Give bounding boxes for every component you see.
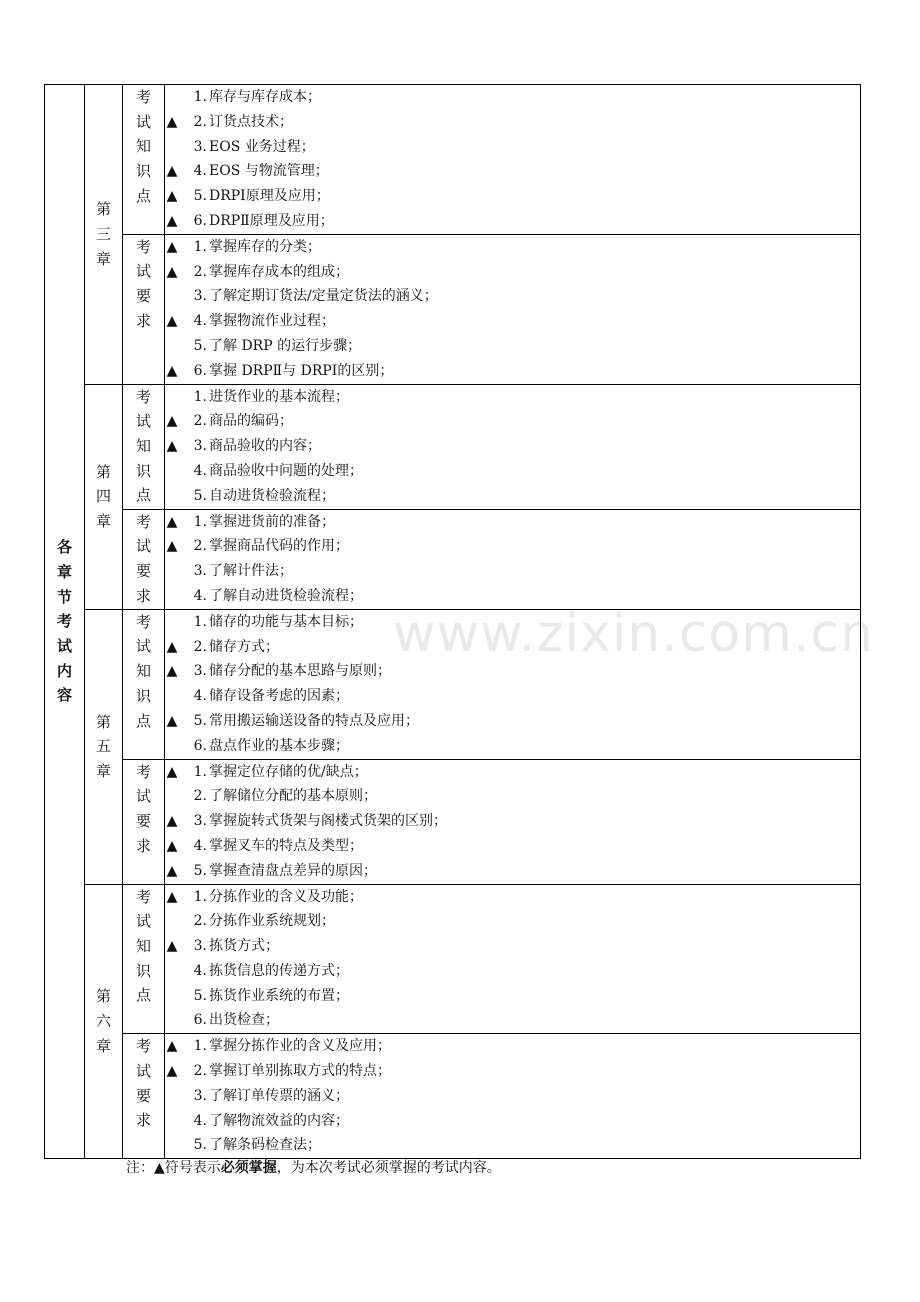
must-master-mark: ▲ bbox=[166, 938, 178, 955]
must-master-mark: ▲ bbox=[166, 313, 178, 330]
item-text: 拣货方式； bbox=[209, 938, 279, 955]
group-items-cell bbox=[165, 85, 861, 235]
item-number: 5. bbox=[193, 188, 207, 205]
group-label-char: 试 bbox=[135, 1061, 151, 1080]
chapter-label-char: 章 bbox=[95, 761, 111, 780]
list-item bbox=[165, 934, 860, 959]
item-text: 分拣作业的含义及功能； bbox=[209, 888, 363, 905]
chapter-label-cell bbox=[85, 85, 123, 385]
must-master-mark: ▲ bbox=[166, 163, 178, 180]
list-item bbox=[165, 1059, 860, 1084]
item-text: 掌握订单别拣取方式的特点； bbox=[209, 1063, 391, 1080]
group-label-char: 试 bbox=[135, 537, 151, 556]
group-label-char: 要 bbox=[135, 1086, 151, 1105]
item-number: 2. bbox=[193, 538, 207, 555]
item-text: 了解计件法； bbox=[209, 563, 293, 580]
group-label-char: 试 bbox=[135, 412, 151, 431]
section-title-char: 各 bbox=[56, 538, 72, 557]
footnote bbox=[126, 1156, 501, 1180]
list-item bbox=[165, 1008, 860, 1033]
group-label-cell bbox=[123, 509, 165, 609]
table-row bbox=[45, 759, 861, 884]
item-number: 4. bbox=[193, 962, 207, 979]
group-items-cell bbox=[165, 884, 861, 1034]
item-text: 了解定期订货法/定量定货法的涵义； bbox=[209, 288, 438, 305]
group-label-cell bbox=[123, 85, 165, 235]
item-text: 储存分配的基本思路与原则； bbox=[209, 663, 391, 680]
group-items-cell bbox=[165, 234, 861, 384]
item-number: 2. bbox=[193, 638, 207, 655]
group-label-char: 知 bbox=[135, 436, 151, 455]
list-item bbox=[165, 834, 860, 859]
item-number: 4. bbox=[193, 587, 207, 604]
item-text: 储存的功能与基本目标； bbox=[209, 613, 363, 630]
chapter-label-cell bbox=[85, 884, 123, 1159]
list-item bbox=[165, 209, 860, 234]
group-items-cell bbox=[165, 384, 861, 509]
list-item bbox=[165, 1109, 860, 1134]
list-item bbox=[165, 984, 860, 1009]
item-number: 5. bbox=[193, 712, 207, 729]
section-title-char: 节 bbox=[56, 587, 72, 606]
list-item bbox=[165, 284, 860, 309]
item-number: 3. bbox=[193, 813, 207, 830]
item-text: 掌握库存的分类； bbox=[209, 238, 321, 255]
chapter-label-char: 三 bbox=[95, 224, 111, 243]
must-master-mark: ▲ bbox=[166, 1063, 178, 1080]
item-text: 了解 DRP 的运行步骤； bbox=[209, 337, 362, 354]
list-item bbox=[165, 784, 860, 809]
item-text: 拣货作业系统的布置； bbox=[209, 987, 349, 1004]
table-row bbox=[45, 1034, 861, 1159]
group-label-char: 试 bbox=[135, 112, 151, 131]
item-number: 3. bbox=[193, 563, 207, 580]
table-row bbox=[45, 384, 861, 509]
must-master-mark: ▲ bbox=[166, 188, 178, 205]
list-item bbox=[165, 734, 860, 759]
item-text: 商品验收的内容； bbox=[209, 438, 321, 455]
item-number: 3. bbox=[193, 138, 207, 155]
item-text: EOS 业务过程； bbox=[209, 138, 315, 155]
item-number: 1. bbox=[193, 1038, 207, 1055]
group-label-char: 识 bbox=[135, 686, 151, 705]
group-items-cell bbox=[165, 509, 861, 609]
list-item bbox=[165, 709, 860, 734]
must-master-mark: ▲ bbox=[166, 663, 178, 680]
item-text: DRPⅠ原理及应用； bbox=[209, 188, 330, 205]
chapter-label-char: 第 bbox=[95, 200, 111, 219]
list-item bbox=[165, 110, 860, 135]
group-label-char: 知 bbox=[135, 137, 151, 156]
item-number: 2. bbox=[193, 788, 207, 805]
group-label-char: 考 bbox=[135, 88, 151, 106]
watermark: www.zixin.com.cn bbox=[393, 604, 874, 664]
item-text: 掌握旋转式货架与阁楼式货架的区别； bbox=[209, 813, 447, 830]
must-master-mark: ▲ bbox=[166, 238, 178, 255]
group-label-char: 考 bbox=[135, 762, 151, 781]
item-number: 4. bbox=[193, 163, 207, 180]
section-title-char: 内 bbox=[56, 661, 72, 680]
list-item bbox=[165, 385, 860, 410]
item-number: 2. bbox=[193, 113, 207, 130]
item-number: 5. bbox=[193, 1137, 207, 1154]
group-label-char: 考 bbox=[135, 237, 151, 256]
item-text: 掌握库存成本的组成； bbox=[209, 263, 349, 280]
list-item bbox=[165, 484, 860, 509]
item-number: 1. bbox=[193, 888, 207, 905]
group-label-cell bbox=[123, 884, 165, 1034]
item-number: 1. bbox=[193, 613, 207, 630]
group-label-char: 点 bbox=[135, 486, 151, 505]
list-item bbox=[165, 959, 860, 984]
item-text: 拣货信息的传递方式； bbox=[209, 962, 349, 979]
item-number: 1. bbox=[193, 238, 207, 255]
list-item bbox=[165, 659, 860, 684]
item-text: 商品验收中问题的处理； bbox=[209, 462, 363, 479]
item-number: 4. bbox=[193, 688, 207, 705]
item-number: 2. bbox=[193, 263, 207, 280]
list-item bbox=[165, 334, 860, 359]
table-row bbox=[45, 509, 861, 609]
chapter-label-char: 第 bbox=[95, 712, 111, 731]
item-number: 1. bbox=[193, 513, 207, 530]
item-text: 掌握分拣作业的含义及应用； bbox=[209, 1038, 391, 1055]
group-label-char: 考 bbox=[135, 612, 151, 631]
list-item bbox=[165, 135, 860, 160]
item-number: 6. bbox=[193, 737, 207, 754]
chapter-label-char: 六 bbox=[95, 1012, 111, 1031]
item-number: 3. bbox=[193, 288, 207, 305]
group-label-char: 试 bbox=[135, 262, 151, 281]
chapter-label-char: 第 bbox=[95, 462, 111, 481]
item-number: 6. bbox=[193, 362, 207, 379]
group-label-char: 点 bbox=[135, 186, 151, 205]
group-items-cell bbox=[165, 1034, 861, 1159]
item-number: 3. bbox=[193, 938, 207, 955]
item-text: 掌握叉车的特点及类型； bbox=[209, 837, 363, 854]
item-number: 3. bbox=[193, 438, 207, 455]
group-label-char: 知 bbox=[135, 936, 151, 955]
item-text: 自动进货检验流程； bbox=[209, 487, 335, 504]
item-number: 1. bbox=[193, 763, 207, 780]
group-label-char: 点 bbox=[135, 711, 151, 730]
item-number: 6. bbox=[193, 1012, 207, 1029]
item-number: 5. bbox=[193, 337, 207, 354]
group-label-char: 识 bbox=[135, 461, 151, 480]
chapter-label-char: 第 bbox=[95, 987, 111, 1006]
chapter-label-char: 章 bbox=[95, 249, 111, 268]
chapter-label-cell bbox=[85, 609, 123, 884]
must-master-mark: ▲ bbox=[166, 362, 178, 379]
item-text: 掌握查清盘点差异的原因； bbox=[209, 862, 377, 879]
item-text: 分拣作业系统规划； bbox=[209, 913, 335, 930]
item-text: 库存与库存成本； bbox=[209, 89, 321, 105]
must-master-mark: ▲ bbox=[166, 638, 178, 655]
list-item bbox=[165, 510, 860, 535]
group-label-char: 求 bbox=[135, 311, 151, 330]
group-label-char: 要 bbox=[135, 287, 151, 306]
item-text: 了解自动进货检验流程； bbox=[209, 587, 363, 604]
chapter-label-char: 四 bbox=[95, 487, 111, 506]
must-master-mark: ▲ bbox=[166, 813, 178, 830]
list-item bbox=[165, 1084, 860, 1109]
must-master-mark: ▲ bbox=[166, 113, 178, 130]
must-master-mark: ▲ bbox=[166, 712, 178, 729]
exam-content-table bbox=[44, 84, 861, 1159]
chapter-label-cell bbox=[85, 384, 123, 609]
item-number: 1. bbox=[193, 89, 207, 105]
group-label-char: 考 bbox=[135, 387, 151, 406]
group-label-char: 试 bbox=[135, 637, 151, 656]
item-number: 4. bbox=[193, 1112, 207, 1129]
group-label-char: 试 bbox=[135, 787, 151, 806]
item-number: 4. bbox=[193, 462, 207, 479]
group-label-char: 求 bbox=[135, 1111, 151, 1130]
group-label-char: 考 bbox=[135, 1037, 151, 1056]
item-number: 4. bbox=[193, 837, 207, 854]
group-label-cell bbox=[123, 234, 165, 384]
group-label-char: 要 bbox=[135, 561, 151, 580]
list-item bbox=[165, 760, 860, 785]
item-number: 1. bbox=[193, 388, 207, 405]
item-text: 进货作业的基本流程； bbox=[209, 388, 349, 405]
item-text: 掌握定位存储的优/缺点； bbox=[209, 763, 368, 780]
group-label-char: 要 bbox=[135, 811, 151, 830]
item-number: 5. bbox=[193, 487, 207, 504]
must-master-mark: ▲ bbox=[166, 212, 178, 229]
item-number: 5. bbox=[193, 862, 207, 879]
group-label-char: 考 bbox=[135, 512, 151, 531]
item-text: 掌握物流作业过程； bbox=[209, 313, 335, 330]
table-row bbox=[45, 884, 861, 1034]
chapter-label-char: 五 bbox=[95, 737, 111, 756]
must-master-mark: ▲ bbox=[166, 513, 178, 530]
list-item bbox=[165, 459, 860, 484]
group-label-char: 识 bbox=[135, 961, 151, 980]
must-master-mark: ▲ bbox=[166, 837, 178, 854]
table-row bbox=[45, 234, 861, 384]
group-items-cell bbox=[165, 609, 861, 759]
group-label-char: 知 bbox=[135, 662, 151, 681]
list-item bbox=[165, 684, 860, 709]
group-label-char: 试 bbox=[135, 912, 151, 931]
group-label-char: 求 bbox=[135, 586, 151, 605]
group-label-cell bbox=[123, 384, 165, 509]
list-item bbox=[165, 809, 860, 834]
item-text: 了解物流效益的内容； bbox=[209, 1112, 349, 1129]
item-text: EOS 与物流管理； bbox=[209, 163, 329, 180]
must-master-mark: ▲ bbox=[166, 263, 178, 280]
section-title-char: 章 bbox=[56, 562, 72, 581]
item-text: DRPⅡ原理及应用； bbox=[209, 212, 334, 229]
item-number: 2. bbox=[193, 413, 207, 430]
list-item bbox=[165, 359, 860, 384]
list-item bbox=[165, 434, 860, 459]
footnote-suffix: ，为本次考试必须掌握的考试内容。 bbox=[276, 1160, 501, 1176]
group-label-cell bbox=[123, 1034, 165, 1159]
must-master-mark: ▲ bbox=[166, 1038, 178, 1055]
list-item bbox=[165, 409, 860, 434]
group-label-cell bbox=[123, 759, 165, 884]
group-label-char: 点 bbox=[135, 986, 151, 1005]
item-number: 4. bbox=[193, 313, 207, 330]
list-item bbox=[165, 584, 860, 609]
list-item bbox=[165, 1034, 860, 1059]
item-number: 5. bbox=[193, 987, 207, 1004]
group-label-cell bbox=[123, 609, 165, 759]
item-text: 出货检查； bbox=[209, 1012, 279, 1029]
list-item bbox=[165, 885, 860, 910]
item-text: 掌握 DRPⅡ与 DRPⅠ的区别； bbox=[209, 362, 394, 379]
must-master-mark: ▲ bbox=[166, 888, 178, 905]
group-label-char: 考 bbox=[135, 887, 151, 906]
item-number: 3. bbox=[193, 1087, 207, 1104]
list-item bbox=[165, 909, 860, 934]
chapter-label-char: 章 bbox=[95, 512, 111, 530]
footnote-emphasis: 必须掌握 bbox=[220, 1160, 277, 1176]
group-label-char: 求 bbox=[135, 836, 151, 855]
list-item bbox=[165, 859, 860, 884]
must-master-mark: ▲ bbox=[166, 413, 178, 430]
chapter-label-char: 章 bbox=[95, 1036, 111, 1055]
section-title-cell bbox=[45, 85, 85, 1159]
table-row bbox=[45, 85, 861, 235]
item-text: 盘点作业的基本步骤； bbox=[209, 737, 349, 754]
item-number: 6. bbox=[193, 212, 207, 229]
item-text: 了解储位分配的基本原则； bbox=[209, 788, 377, 805]
must-master-mark: ▲ bbox=[166, 763, 178, 780]
list-item bbox=[165, 559, 860, 584]
must-master-mark: ▲ bbox=[166, 538, 178, 555]
item-text: 掌握商品代码的作用； bbox=[209, 538, 349, 555]
list-item bbox=[165, 610, 860, 635]
item-text: 掌握进货前的准备； bbox=[209, 513, 335, 530]
item-number: 3. bbox=[193, 663, 207, 680]
item-number: 2. bbox=[193, 1063, 207, 1080]
list-item bbox=[165, 235, 860, 260]
list-item bbox=[165, 159, 860, 184]
list-item bbox=[165, 260, 860, 285]
list-item bbox=[165, 534, 860, 559]
group-label-char: 识 bbox=[135, 162, 151, 181]
list-item bbox=[165, 1133, 860, 1158]
item-text: 了解订单传票的涵义； bbox=[209, 1087, 349, 1104]
list-item bbox=[165, 309, 860, 334]
table-row bbox=[45, 609, 861, 759]
item-text: 了解条码检查法； bbox=[209, 1137, 321, 1154]
section-title-char: 容 bbox=[56, 686, 72, 705]
item-text: 储存方式； bbox=[209, 638, 279, 655]
section-title-char: 试 bbox=[56, 636, 72, 655]
list-item bbox=[165, 85, 860, 110]
item-number: 2. bbox=[193, 913, 207, 930]
footnote-prefix: 注：▲符号表示 bbox=[126, 1160, 221, 1176]
item-text: 储存设备考虑的因素； bbox=[209, 688, 349, 705]
item-text: 商品的编码； bbox=[209, 413, 293, 430]
item-text: 订货点技术； bbox=[209, 113, 293, 130]
section-title-char: 考 bbox=[56, 612, 72, 631]
must-master-mark: ▲ bbox=[166, 438, 178, 455]
group-items-cell bbox=[165, 759, 861, 884]
must-master-mark: ▲ bbox=[166, 862, 178, 879]
item-text: 常用搬运输送设备的特点及应用； bbox=[209, 712, 419, 729]
list-item bbox=[165, 635, 860, 660]
list-item bbox=[165, 184, 860, 209]
